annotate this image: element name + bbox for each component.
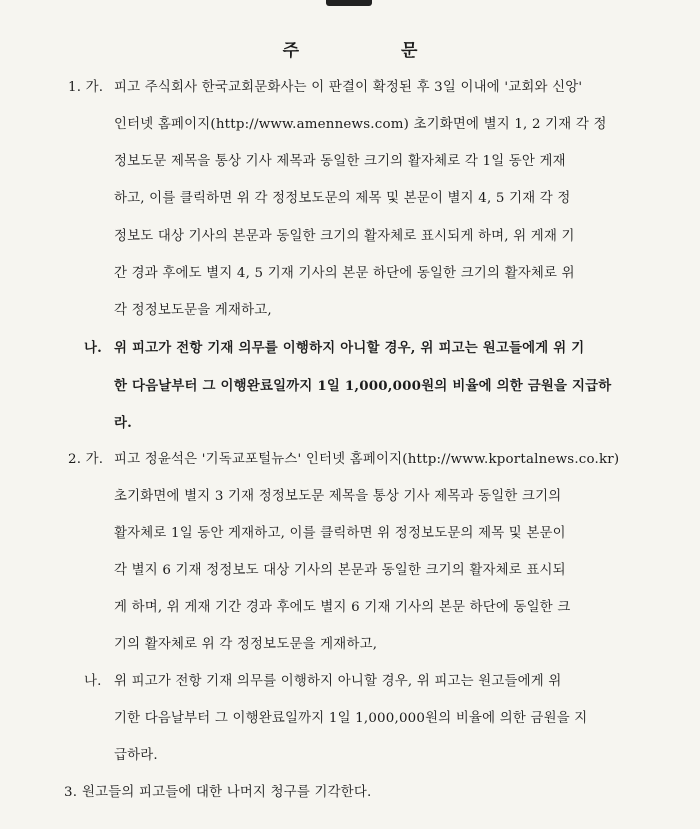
paragraph-line: 정보도문 제목을 통상 기사 제목과 동일한 크기의 활자체로 각 1일 동안 게재 bbox=[114, 154, 566, 169]
paragraph-marker: 나. bbox=[84, 674, 102, 689]
paragraph-line: 피고 정윤석은 '기독교포털뉴스' 인터넷 홈페이지(http://www.kportalnews.co.kr) bbox=[114, 452, 620, 467]
paragraph-line: 활자체로 1일 동안 게재하고, 이를 클릭하면 위 정정보도문의 제목 및 본문이 bbox=[114, 526, 566, 541]
paragraph-line: 피고 주식회사 한국교회문화사는 이 판결이 확정된 후 3일 이내에 '교회와 신앙' bbox=[114, 80, 583, 95]
paragraph-line: 간 경과 후에도 별지 4, 5 기재 기사의 본문 하단에 동일한 크기의 활자체로 위 bbox=[114, 266, 575, 281]
paragraph-marker: 나. bbox=[84, 340, 102, 356]
paragraph-line: 각 정정보도문을 게재하고, bbox=[114, 303, 272, 318]
paragraph-line: 급하라. bbox=[114, 748, 158, 763]
paragraph-line: 각 별지 6 기재 정정보도 대상 기사의 본문과 동일한 크기의 활자체로 표시되 bbox=[114, 563, 566, 578]
paragraph-line: 한 다음날부터 그 이행완료일까지 1일 1,000,000원의 비율에 의한 금원을 지급하 bbox=[114, 378, 612, 394]
paragraph-line: 기의 활자체로 위 각 정정보도문을 게재하고, bbox=[114, 637, 378, 652]
scanned-top-mark bbox=[326, 0, 372, 6]
paragraph-line: 원고들의 피고들에 대한 나머지 청구를 기각한다. bbox=[82, 785, 372, 800]
paragraph-line: 위 피고가 전항 기재 의무를 이행하지 아니할 경우, 위 피고는 원고들에게 위 기 bbox=[114, 340, 585, 356]
paragraph-line: 게 하며, 위 게재 기간 경과 후에도 별지 6 기재 기사의 본문 하단에 동일한 크 bbox=[114, 600, 571, 615]
paragraph-line: 정보도 대상 기사의 본문과 동일한 크기의 활자체로 표시되게 하며, 위 게재 기 bbox=[114, 229, 575, 244]
paragraph-line: 하고, 이를 클릭하면 위 각 정정보도문의 제목 및 본문이 별지 4, 5 기재 각 정 bbox=[114, 191, 571, 206]
paragraph-marker: 2. 가. bbox=[68, 452, 104, 467]
paragraph-marker: 3. bbox=[64, 785, 78, 800]
paragraph-line: 초기화면에 별지 3 기재 정정보도문 제목을 통상 기사 제목과 동일한 크기의 bbox=[114, 489, 562, 504]
paragraph-line: 위 피고가 전항 기재 의무를 이행하지 아니할 경우, 위 피고는 원고들에게 위 bbox=[114, 674, 562, 689]
paragraph-line: 기한 다음날부터 그 이행완료일까지 1일 1,000,000원의 비율에 의한 금원을 지 bbox=[114, 711, 588, 726]
document-title: 주 문 bbox=[282, 41, 466, 61]
paragraph-marker: 1. 가. bbox=[68, 80, 104, 95]
paragraph-line: 라. bbox=[114, 415, 132, 431]
paragraph-line: 인터넷 홈페이지(http://www.amennews.com) 초기화면에 별지 1, 2 기재 각 정 bbox=[114, 117, 607, 132]
